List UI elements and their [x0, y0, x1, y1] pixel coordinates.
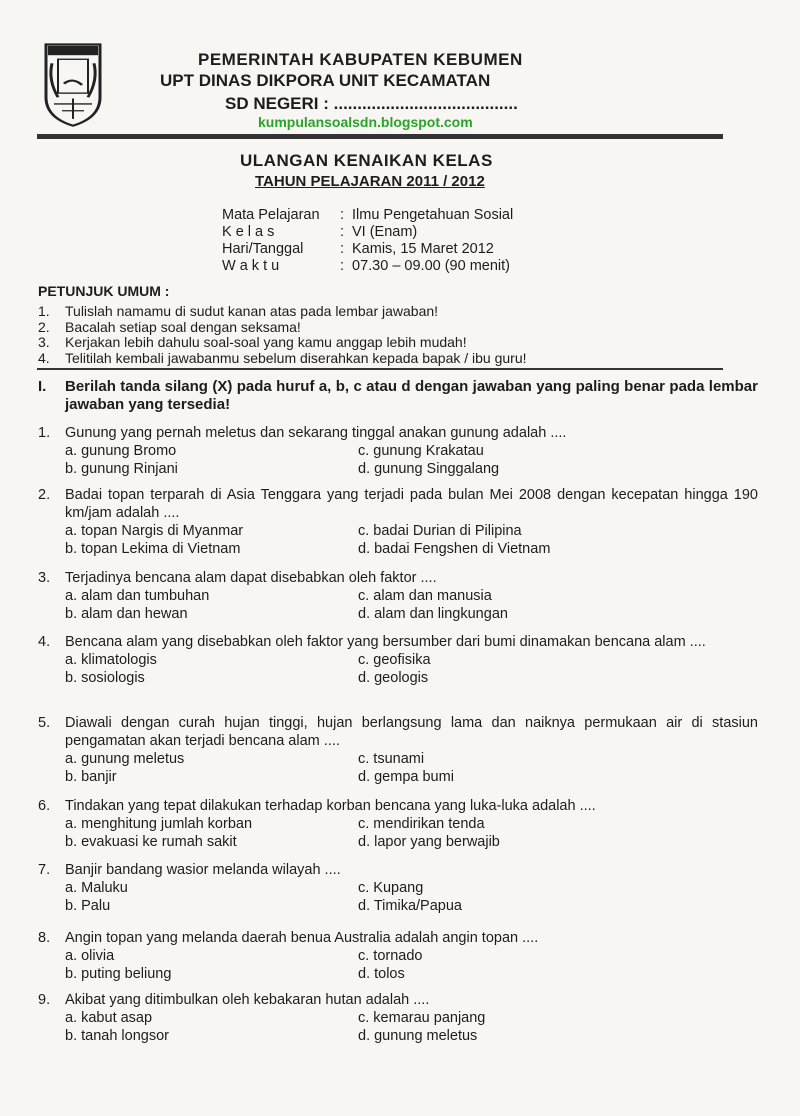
question-number: 8.: [38, 930, 51, 946]
question-3: [38, 569, 758, 623]
question-8: [38, 929, 758, 983]
exam-title: ULANGAN KENAIKAN KELAS: [240, 151, 493, 170]
option-b[interactable]: b. tanah longsor: [65, 1028, 169, 1044]
question-stem: Banjir bandang wasior melanda wilayah ....: [65, 862, 341, 878]
question-number: 6.: [38, 798, 51, 814]
header-government: PEMERINTAH KABUPATEN KEBUMEN: [198, 50, 523, 69]
option-c[interactable]: c. Kupang: [358, 880, 424, 896]
question-stem: Angin topan yang melanda daerah benua Australia adalah angin topan ....: [65, 930, 539, 946]
question-2: [38, 486, 758, 558]
option-a[interactable]: a. gunung Bromo: [65, 443, 177, 459]
header-agency: UPT DINAS DIKPORA UNIT KECAMATAN: [160, 71, 491, 90]
question-stem: Diawali dengan curah hujan tinggi, hujan berlangsung lama dan naiknya permukaan air di stasiun pengamatan akan terjadi bencana alam ....: [65, 715, 758, 749]
question-number: 3.: [38, 570, 51, 586]
option-b[interactable]: b. alam dan hewan: [65, 606, 188, 622]
section-text: Berilah tanda silang (X) pada huruf a, b, c atau d dengan jawaban yang paling benar pada lembar jawaban yang tersedia!: [65, 378, 758, 413]
question-stem: Tindakan yang tepat dilakukan terhadap korban bencana yang luka-luka adalah ....: [65, 798, 596, 814]
option-c[interactable]: c. badai Durian di Pilipina: [358, 523, 522, 539]
instruction-item: 1. Tulislah namamu di sudut kanan atas pada lembar jawaban!: [38, 303, 439, 319]
option-b[interactable]: b. Palu: [65, 898, 111, 914]
option-d[interactable]: d. Timika/Papua: [358, 898, 462, 914]
instructions-list: [38, 304, 527, 366]
question-number: 2.: [38, 487, 51, 503]
info-label: Hari/Tanggal: [222, 241, 304, 257]
info-label: Mata Pelajaran: [222, 207, 320, 223]
exam-year: TAHUN PELAJARAN 2011 / 2012: [255, 173, 485, 190]
question-number: 4.: [38, 634, 51, 650]
question-1: [38, 424, 758, 478]
option-a[interactable]: a. topan Nargis di Myanmar: [65, 523, 244, 539]
option-c[interactable]: c. mendirikan tenda: [358, 816, 485, 832]
question-stem: Bencana alam yang disebabkan oleh faktor yang bersumber dari bumi dinamakan bencana alam ....: [65, 634, 706, 650]
question-stem: Badai topan terparah di Asia Tenggara yang terjadi pada bulan Mei 2008 dengan kecepatan hingga 190 km/jam adalah ....: [65, 487, 758, 521]
option-d[interactable]: d. tolos: [358, 966, 405, 982]
option-b[interactable]: b. puting beliung: [65, 966, 172, 982]
header-divider: [37, 134, 723, 139]
info-label: K e l a s: [222, 224, 275, 240]
info-value: 07.30 – 09.00 (90 menit): [352, 258, 510, 274]
instruction-item: 3. Kerjakan lebih dahulu soal-soal yang kamu anggap lebih mudah!: [38, 334, 467, 350]
kebumen-crest-logo: [44, 43, 102, 127]
question-7: [38, 861, 758, 915]
instruction-item: 4. Telitilah kembali jawabanmu sebelum diserahkan kepada bapak / ibu guru!: [38, 349, 527, 366]
option-c[interactable]: c. gunung Krakatau: [358, 443, 484, 459]
exam-info-table: [222, 207, 513, 275]
info-label: W a k t u: [222, 258, 280, 274]
option-c[interactable]: c. tornado: [358, 948, 423, 964]
option-a[interactable]: a. gunung meletus: [65, 751, 185, 767]
option-d[interactable]: d. badai Fengshen di Vietnam: [358, 541, 551, 557]
section-heading: I. Berilah tanda silang (X) pada huruf a, b, c atau d dengan jawaban yang paling benar pada lembar jawaban yang tersedia!: [38, 378, 758, 413]
option-b[interactable]: b. gunung Rinjani: [65, 461, 178, 477]
option-a[interactable]: a. alam dan tumbuhan: [65, 588, 210, 604]
info-row: W a k t u : 07.30 – 09.00 (90 menit): [222, 258, 510, 274]
question-stem: Terjadinya bencana alam dapat disebabkan oleh faktor ....: [65, 570, 437, 586]
question-9: [38, 991, 758, 1045]
question-stem: Gunung yang pernah meletus dan sekarang tinggal anakan gunung adalah ....: [65, 425, 567, 441]
question-number: 7.: [38, 862, 51, 878]
option-a[interactable]: a. kabut asap: [65, 1010, 153, 1026]
question-4: [38, 633, 758, 687]
option-d[interactable]: d. gunung meletus: [358, 1028, 478, 1044]
option-c[interactable]: c. tsunami: [358, 751, 425, 767]
instructions-title: PETUNJUK UMUM :: [38, 283, 170, 299]
instructions-divider: [37, 368, 723, 370]
option-a[interactable]: a. Maluku: [65, 880, 128, 896]
instruction-item: 2. Bacalah setiap soal dengan seksama!: [38, 318, 301, 335]
option-a[interactable]: a. menghitung jumlah korban: [65, 816, 253, 832]
option-d[interactable]: d. geologis: [358, 670, 429, 686]
option-b[interactable]: b. topan Lekima di Vietnam: [65, 541, 241, 557]
question-6: [38, 797, 758, 851]
option-b[interactable]: b. sosiologis: [65, 670, 145, 686]
question-5: [38, 714, 758, 786]
option-c[interactable]: c. alam dan manusia: [358, 588, 492, 604]
question-number: 9.: [38, 992, 51, 1008]
option-b[interactable]: b. evakuasi ke rumah sakit: [65, 834, 237, 850]
question-number: 5.: [38, 715, 51, 731]
info-row: Mata Pelajaran : Ilmu Pengetahuan Sosial: [222, 207, 514, 223]
option-a[interactable]: a. klimatologis: [65, 652, 157, 668]
info-value: Ilmu Pengetahuan Sosial: [352, 207, 514, 223]
info-value: Kamis, 15 Maret 2012: [352, 241, 494, 257]
info-value: VI (Enam): [352, 224, 418, 240]
option-d[interactable]: d. lapor yang berwajib: [358, 834, 500, 850]
option-d[interactable]: d. alam dan lingkungan: [358, 606, 508, 622]
option-d[interactable]: d. gempa bumi: [358, 769, 454, 785]
option-b[interactable]: b. banjir: [65, 769, 117, 785]
question-number: 1.: [38, 425, 51, 441]
question-stem: Akibat yang ditimbulkan oleh kebakaran hutan adalah ....: [65, 992, 430, 1008]
option-a[interactable]: a. olivia: [65, 948, 115, 964]
watermark-url: kumpulansoalsdn.blogspot.com: [258, 114, 473, 130]
info-row: Hari/Tanggal : Kamis, 15 Maret 2012: [222, 241, 494, 257]
header-school: SD NEGERI : .......................................: [225, 94, 518, 113]
option-d[interactable]: d. gunung Singgalang: [358, 461, 500, 477]
option-c[interactable]: c. kemarau panjang: [358, 1010, 486, 1026]
info-row: K e l a s : VI (Enam): [222, 224, 418, 240]
option-c[interactable]: c. geofisika: [358, 652, 431, 668]
